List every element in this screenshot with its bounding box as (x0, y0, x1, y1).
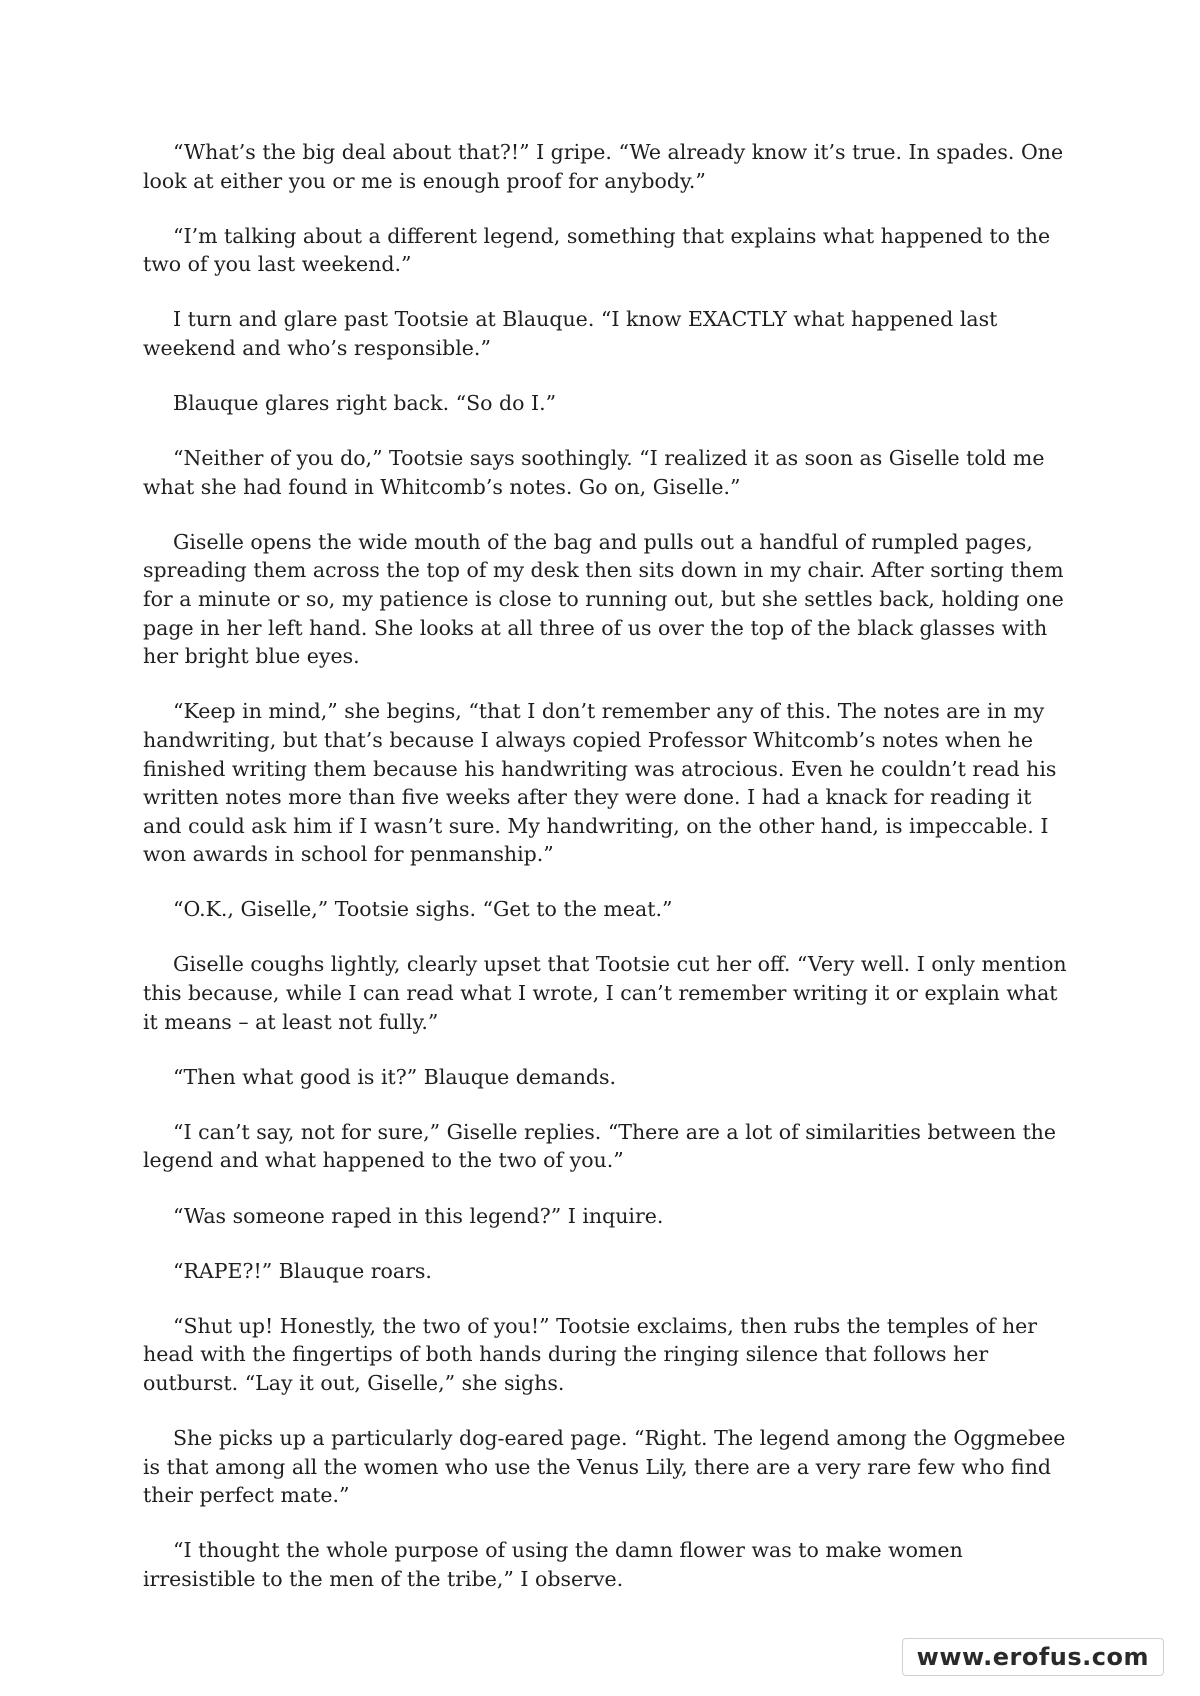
paragraph: “Then what good is it?” Blauque demands. (173, 1064, 617, 1089)
paragraph: “O.K., Giselle,” Tootsie sighs. “Get to the meat.” (173, 897, 673, 922)
paragraph: “Neither of you do,” Tootsie says soothingly. “I realized it as soon as Giselle told me what she had found in Whitcomb’s notes. Go on, Giselle.” (143, 446, 1045, 499)
watermark: www.erofus.com (902, 1638, 1164, 1676)
paragraph: I turn and glare past Tootsie at Blauque. “I know EXACTLY what happened last weekend and who’s responsible.” (143, 307, 998, 360)
paragraph: “Keep in mind,” she begins, “that I don’t remember any of this. The notes are in my handwriting, but that’s because I always copied Professor Whitcomb’s notes when he finished writing them because his handwriting was atrocious. Even he couldn’t read his written notes more than five weeks after they were done. I had a knack for reading it and could ask him if I wasn’t sure. My handwriting, on the other hand, is impeccable. I won awards in school for penmanship.” (143, 699, 1057, 867)
paragraph: She picks up a particularly dog-eared page. “Right. The legend among the Oggmebee is that among all the women who use the Venus Lily, there are a very rare few who find their perfect mate.” (143, 1426, 1066, 1508)
paragraph: “I’m talking about a different legend, something that explains what happened to the two of you last weekend.” (143, 223, 1051, 277)
paragraph: “I thought the whole purpose of using the damn flower was to make women irresistible to the men of the tribe,” I observe. (143, 1538, 963, 1591)
paragraph: Blauque glares right back. “So do I.” (173, 391, 557, 416)
body-text (143, 138, 1068, 1620)
paragraph: “Shut up! Honestly, the two of you!” Tootsie exclaims, then rubs the temples of her head with the fingertips of both hands during the ringing silence that follows her outburst. “Lay it out, Giselle,” she sighs. (143, 1313, 1038, 1395)
paragraph: “RAPE?!” Blauque roars. (173, 1258, 432, 1283)
paragraph: Giselle opens the wide mouth of the bag and pulls out a handful of rumpled pages, spreading them across the top of my desk then sits down in my chair. After sorting them for a minute or so, my patience is close to running out, but she settles back, holding one page in her left hand. She looks at all three of us over the top of the black glasses with her bright blue eyes. (143, 529, 1064, 669)
paragraph: Giselle coughs lightly, clearly upset that Tootsie cut her off. “Very well. I only mention this because, while I can read what I wrote, I can’t remember writing it or explain what it means – at least not fully.” (143, 952, 1067, 1034)
paragraph: “What’s the big deal about that?!” I gripe. “We already know it’s true. In spades. One look at either you or me is enough proof for anybody.” (143, 140, 1064, 193)
paragraph: “I can’t say, not for sure,” Giselle replies. “There are a lot of similarities between the legend and what happened to the two of you.” (143, 1119, 1057, 1173)
paragraph: “Was someone raped in this legend?” I inquire. (173, 1203, 664, 1228)
